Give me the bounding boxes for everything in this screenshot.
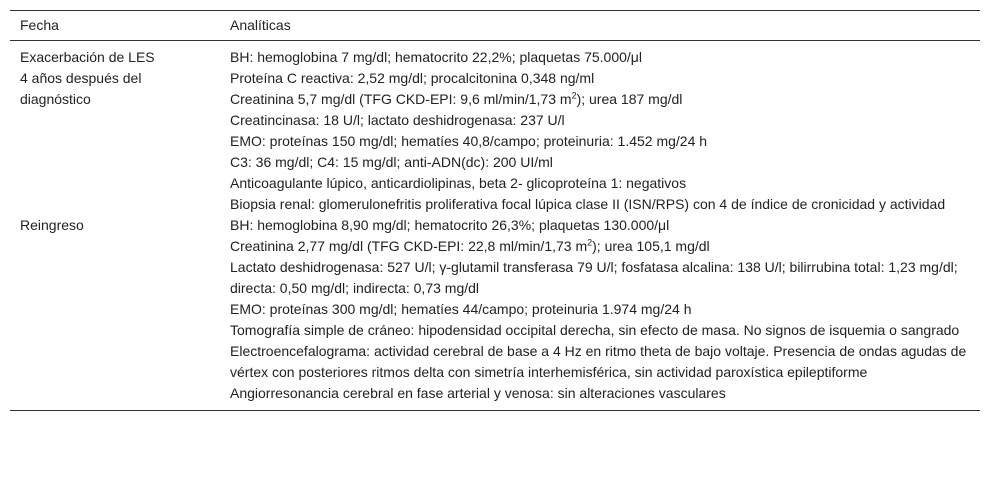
analytics-line [230, 236, 980, 257]
table-body [10, 41, 980, 411]
analytics-line: Biopsia renal: glomerulonefritis proliferativa focal lúpica clase II (ISN/RPS) con 4 de índice de cronicidad y actividad [230, 196, 946, 212]
row-date-cell: Reingreso [20, 217, 84, 233]
creatinine-text: Creatinina 2,77 mg/dl (TFG CKD-EPI: 22,8 ml/min/1,73 m [230, 238, 588, 254]
analytics-line: BH: hemoglobina 7 mg/dl; hematocrito 22,2%; plaquetas 75.000/μl [230, 49, 642, 65]
analytics-line: BH: hemoglobina 8,90 mg/dl; hematocrito 26,3%; plaquetas 130.000/μl [230, 217, 670, 233]
lab-results-table [10, 10, 980, 411]
header-row [10, 11, 980, 41]
row-date-cell: Exacerbación de LES 4 años después del diagnóstico [20, 49, 155, 107]
row-analytics-cell [220, 215, 980, 411]
analytics-line [230, 89, 980, 110]
creatinine-text: Creatinina 5,7 mg/dl (TFG CKD-EPI: 9,6 ml/min/1,73 m [230, 91, 572, 107]
analytics-line: Electroencefalograma: actividad cerebral de base a 4 Hz en ritmo theta de bajo voltaje. Presencia de ondas agudas de vértex con posteriores ritmos delta con simetría interhemisférica, sin actividad paroxística epileptiforme [230, 343, 967, 380]
creatinine-tail: ); urea 187 mg/dl [576, 91, 683, 107]
row-analytics-cell [220, 41, 980, 216]
analytics-line: EMO: proteínas 150 mg/dl; hematíes 40,8/campo; proteinuria: 1.452 mg/24 h [230, 133, 708, 149]
header-fecha: Fecha [10, 11, 220, 41]
analytics-line: Proteína C reactiva: 2,52 mg/dl; procalcitonina 0,348 ng/ml [230, 70, 595, 86]
table-row [10, 215, 980, 411]
analytics-line: Angiorresonancia cerebral en fase arterial y venosa: sin alteraciones vasculares [230, 385, 726, 401]
table-header [10, 11, 980, 41]
header-analiticas: Analíticas [220, 11, 980, 41]
superscript: 2 [587, 237, 593, 248]
analytics-line: Anticoagulante lúpico, anticardiolipinas, beta 2- glicoproteína 1: negativos [230, 175, 687, 191]
creatinine-tail: ); urea 105,1 mg/dl [592, 238, 710, 254]
lab-results-table-container [10, 10, 980, 411]
analytics-line: Tomografía simple de cráneo: hipodensidad occipital derecha, sin efecto de masa. No signos de isquemia o sangrado [230, 322, 960, 338]
analytics-line: C3: 36 mg/dl; C4: 15 mg/dl; anti-ADN(dc): 200 UI/ml [230, 154, 553, 170]
analytics-line: Creatincinasa: 18 U/l; lactato deshidrogenasa: 237 U/l [230, 112, 565, 128]
superscript: 2 [571, 90, 577, 101]
analytics-line: Lactato deshidrogenasa: 527 U/l; γ-glutamil transferasa 79 U/l; fosfatasa alcalina: 138 U/l; bilirrubina total: 1,23 mg/dl; directa: 0,50 mg/dl; indirecta: 0,73 mg/dl [230, 259, 958, 296]
analytics-line: EMO: proteínas 300 mg/dl; hematíes 44/campo; proteinuria 1.974 mg/24 h [230, 301, 692, 317]
table-row [10, 41, 980, 216]
